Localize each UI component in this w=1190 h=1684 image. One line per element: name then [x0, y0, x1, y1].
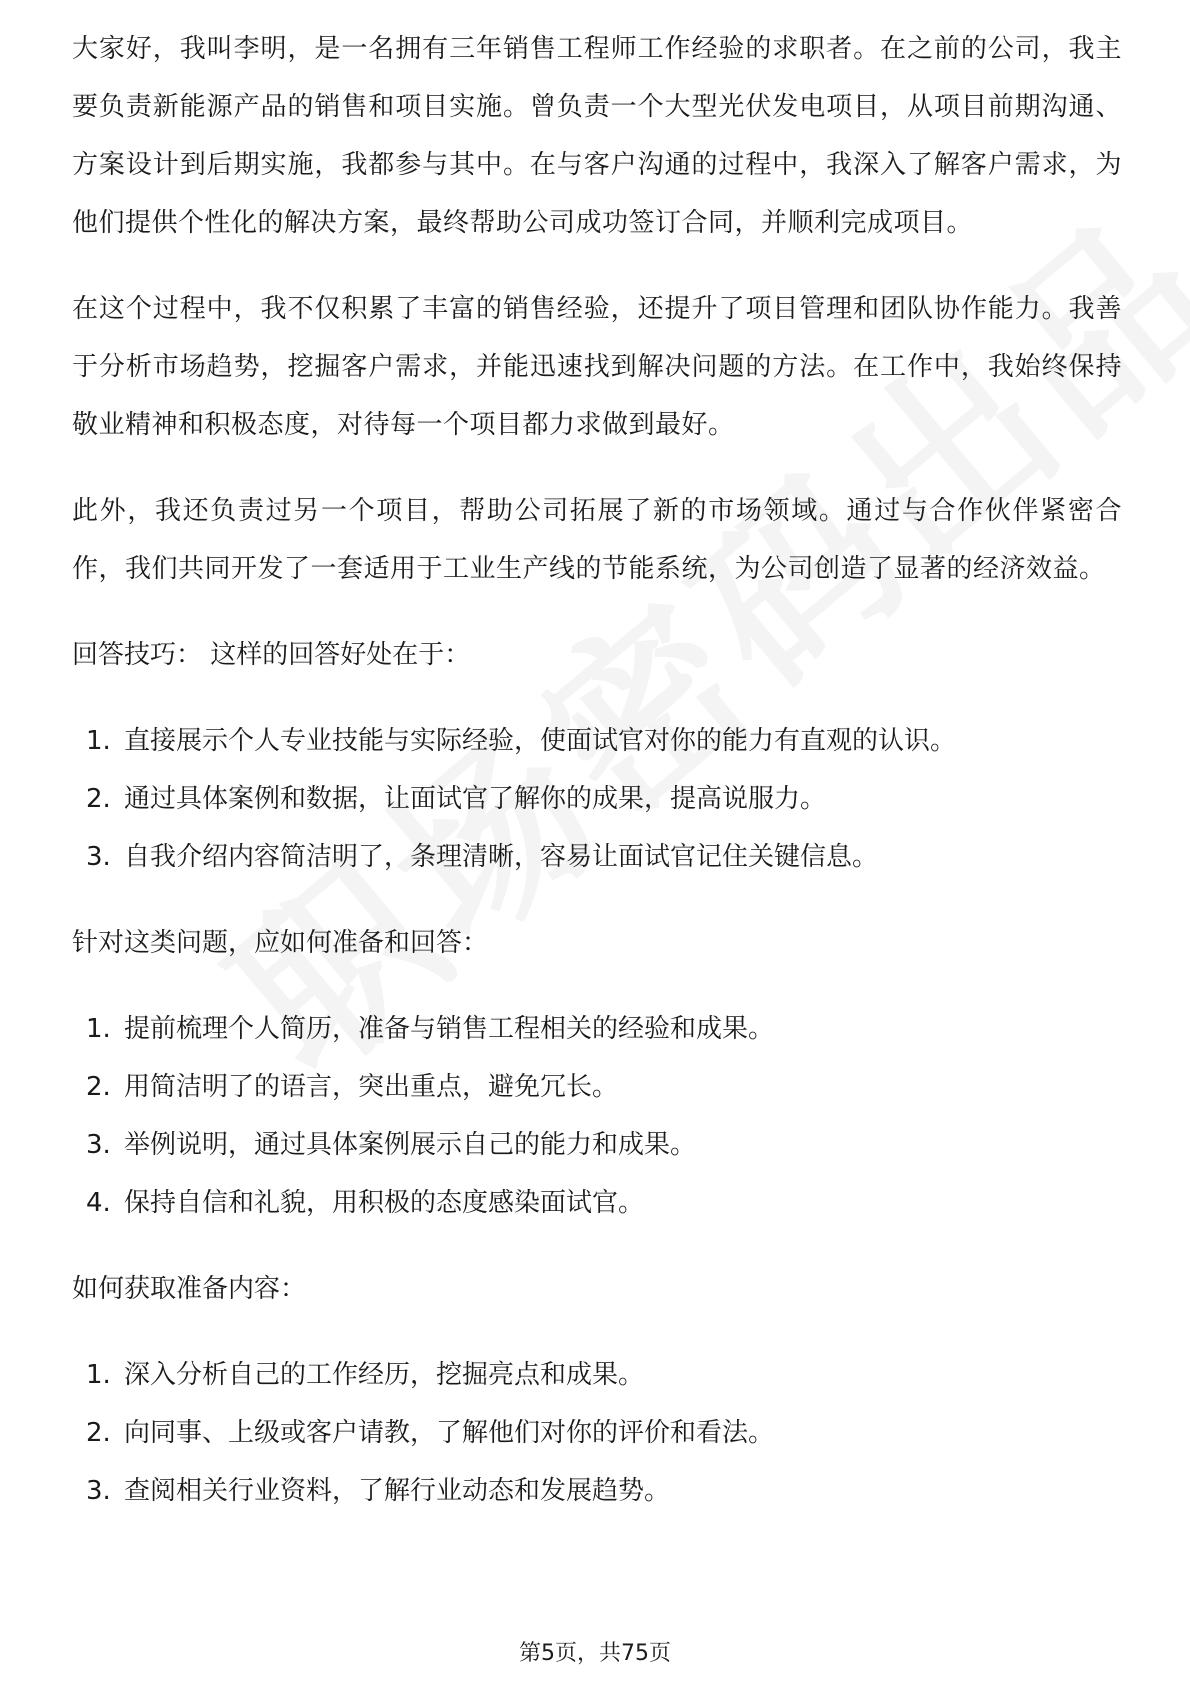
- list-item: [72, 770, 1122, 828]
- intro-paragraph-1: 大家好，我叫李明，是一名拥有三年销售工程师工作经验的求职者。在之前的公司，我主要负责新能源产品的销售和项目实施。曾负责一个大型光伏发电项目，从项目前期沟通、方案设计到后期实施，我都参与其中。在与客户沟通的过程中，我深入了解客户需求，为他们提供个性化的解决方案，最终帮助公司成功签订合同，并顺利完成项目。: [72, 34, 1122, 238]
- list-item: [72, 1116, 1122, 1174]
- list-item: [72, 712, 1122, 770]
- list-item-number: 1.: [86, 726, 111, 756]
- list-item-number: 1.: [86, 1014, 111, 1044]
- prepare-list: [72, 1000, 1122, 1232]
- list-item-number: 4.: [86, 1188, 111, 1218]
- obtain-heading: 如何获取准备内容：: [72, 1274, 307, 1304]
- list-item-text: 保持自信和礼貌，用积极的态度感染面试官。: [124, 1188, 645, 1218]
- list-item-number: 2.: [86, 1418, 111, 1448]
- intro-paragraph-2: 在这个过程中，我不仅积累了丰富的销售经验，还提升了项目管理和团队协作能力。我善于分析市场趋势，挖掘客户需求，并能迅速找到解决问题的方法。在工作中，我始终保持敬业精神和积极态度，对待每一个项目都力求做到最好。: [72, 294, 1122, 440]
- list-item-number: 1.: [86, 1360, 111, 1390]
- tips-heading: 回答技巧： 这样的回答好处在于：: [72, 640, 471, 670]
- list-item: [72, 1404, 1122, 1462]
- document-body: [72, 20, 1122, 1548]
- list-item-text: 查阅相关行业资料，了解行业动态和发展趋势。: [124, 1476, 671, 1506]
- list-item: [72, 1000, 1122, 1058]
- list-item-number: 2.: [86, 784, 111, 814]
- obtain-list: [72, 1346, 1122, 1520]
- list-item-text: 向同事、上级或客户请教，了解他们对你的评价和看法。: [124, 1418, 775, 1448]
- page-number: 第5页，共75页: [519, 1641, 671, 1666]
- list-item-number: 3.: [86, 842, 111, 872]
- list-item-number: 2.: [86, 1072, 111, 1102]
- prepare-heading: 针对这类问题，应如何准备和回答：: [72, 928, 489, 958]
- list-item-text: 举例说明，通过具体案例展示自己的能力和成果。: [124, 1130, 697, 1160]
- intro-paragraph-3: 此外，我还负责过另一个项目，帮助公司拓展了新的市场领域。通过与合作伙伴紧密合作，我们共同开发了一套适用于工业生产线的节能系统，为公司创造了显著的经济效益。: [72, 496, 1122, 584]
- list-item-number: 3.: [86, 1476, 111, 1506]
- list-item-text: 提前梳理个人简历，准备与销售工程相关的经验和成果。: [124, 1014, 775, 1044]
- list-item-text: 通过具体案例和数据，让面试官了解你的成果，提高说服力。: [124, 784, 827, 814]
- tips-list: [72, 712, 1122, 886]
- list-item-number: 3.: [86, 1130, 111, 1160]
- list-item: [72, 1462, 1122, 1520]
- list-item: [72, 1174, 1122, 1232]
- list-item-text: 深入分析自己的工作经历，挖掘亮点和成果。: [124, 1360, 645, 1390]
- list-item-text: 直接展示个人专业技能与实际经验，使面试官对你的能力有直观的认识。: [124, 726, 957, 756]
- list-item-text: 用简洁明了的语言，突出重点，避免冗长。: [124, 1072, 619, 1102]
- list-item-text: 自我介绍内容简洁明了，条理清晰，容易让面试官记住关键信息。: [124, 842, 879, 872]
- list-item: [72, 828, 1122, 886]
- list-item: [72, 1058, 1122, 1116]
- list-item: [72, 1346, 1122, 1404]
